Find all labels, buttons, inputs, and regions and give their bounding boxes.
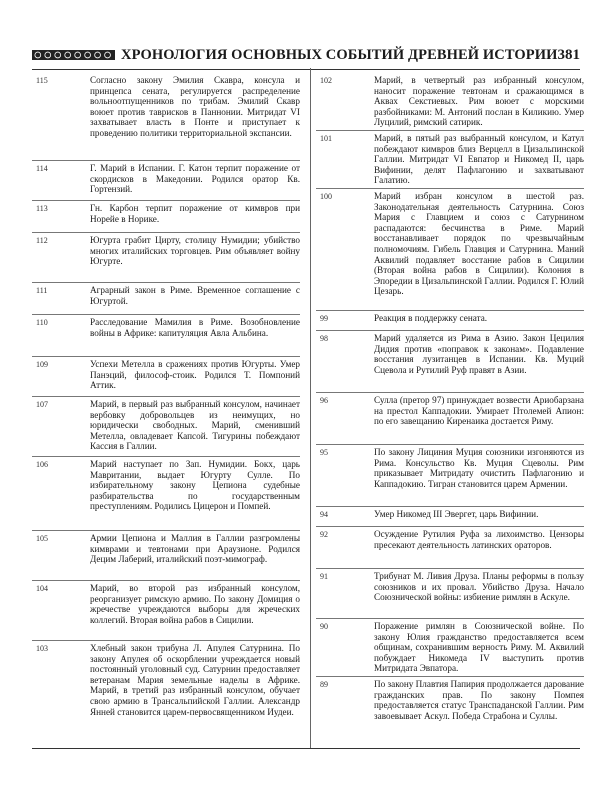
chronology-entry — [32, 397, 300, 457]
entry-text: Согласно закону Эмилия Скавра, консула и принцепса сената, регулируется распределение вольноотпущенников по трибам. Эмилий Скавр воюет против таврисков в Паннонии. Митридат VI захватывает власть в Понте и приступает к проведению политики территориальной экспансии. — [90, 75, 300, 138]
chronology-entry — [316, 619, 584, 677]
chronology-entry — [32, 283, 300, 315]
chronology-entry — [316, 527, 584, 569]
right-column — [316, 73, 584, 747]
chronology-entry — [32, 457, 300, 531]
entry-text: Аграрный закон в Риме. Временное соглашение с Югуртой. — [90, 285, 300, 306]
chronology-entry — [32, 201, 300, 233]
entry-year: 89 — [320, 680, 328, 689]
entry-text: Марий избран консулом в шестой раз. Законодательная деятельность Сатурнина. Союз Мария с Главцием и союз с Сатурнином распадаются: бесчинства в Риме. Марий восстанавливает порядок по чрезвычайным полномочиям. Гибель Главция и Сатурнина. Маний Аквилий подавляет восстание рабов в Сицилии (Вторая война рабов в Сицилии). Колония в Эпоредии в Цизальпинской Галлии. Родился Г. Юлий Цезарь. — [374, 191, 584, 297]
entry-text: Гн. Карбон терпит поражение от кимвров при Норейе в Норике. — [90, 203, 300, 224]
entry-year: 100 — [320, 192, 332, 201]
entry-year: 115 — [36, 76, 48, 85]
entry-text: Успехи Метелла в сражениях против Югурты. Умер Панэций, философ-стоик. Родился Т. Помпоний Аттик. — [90, 359, 300, 391]
entry-text: Поражение римлян в Союзнической войне. По закону Юлия гражданство предоставляется всем общинам, сохранившим верность Риму. М. Аквилий побуждает Никомеда IV выступить против Митридата Эвпатора. — [374, 621, 584, 674]
entry-text: Марий, в четвертый раз избранный консулом, наносит поражение тевтонам и сражающимся в Аквах Секстиевых. Рим воюет с морскими разбойниками: М. Антоний послан в Киликию. Умер Луцилий, римский сатирик. — [374, 75, 584, 128]
entry-text: Расследование Мамилия в Риме. Возобновление войны в Африке: капитуляция Авла Альбина. — [90, 317, 300, 338]
chronology-entry — [316, 73, 584, 131]
entry-year: 98 — [320, 334, 328, 343]
entry-text: Югурта грабит Цирту, столицу Нумидии; убийство многих италийских торговцев. Рим объявляет войну Югурте. — [90, 235, 300, 267]
chronology-entry — [316, 445, 584, 507]
chronology-entry — [32, 641, 300, 743]
entry-text: Г. Марий в Испании. Г. Катон терпит поражение от скордисков в Македонии. Родился оратор Кв. Гортензий. — [90, 163, 300, 195]
chronology-entry — [32, 161, 300, 201]
entry-year: 104 — [36, 584, 48, 593]
entry-text: Марий удаляется из Рима в Азию. Закон Цецилия Дидия против «поправок к законам». Подавление восстания лузитанцев в Испании. Кв. Муций Сцевола и Рутилий Руф правят в Азии. — [374, 333, 584, 375]
page-title: ХРОНОЛОГИЯ ОСНОВНЫХ СОБЫТИЙ ДРЕВНЕЙ ИСТОРИИ — [121, 46, 558, 63]
entry-year: 107 — [36, 400, 48, 409]
entry-year: 113 — [36, 204, 48, 213]
entry-year: 94 — [320, 510, 328, 519]
chronology-entry — [316, 677, 584, 747]
page-number: 381 — [557, 46, 580, 63]
chronology-entry — [316, 131, 584, 189]
entry-year: 90 — [320, 622, 328, 631]
chronology-entry — [316, 311, 584, 331]
entry-text: По закону Лициния Муция союзники изгоняются из Рима. Консульство Кв. Муция Сцеволы. Рим приказывает Митридату очистить Пафлагонию и Каппадокию. Тигран становится царем Армении. — [374, 447, 584, 489]
entry-text: Марий, во второй раз избранный консулом, реорганизует римскую армию. По закону Домиция о жречестве учреждаются выборы для жреческих коллегий. Вторая война рабов в Сицилии. — [90, 583, 300, 625]
entry-year: 101 — [320, 134, 332, 143]
chronology-entry — [316, 331, 584, 393]
entry-text: Реакция в поддержку сената. — [374, 313, 488, 323]
entry-year: 92 — [320, 530, 328, 539]
ornament-icon — [32, 49, 115, 61]
chronology-entry — [32, 233, 300, 283]
column-divider — [310, 68, 311, 748]
chronology-entry — [32, 531, 300, 581]
entry-year: 111 — [36, 286, 48, 295]
entry-year: 95 — [320, 448, 328, 457]
chronology-entry — [32, 357, 300, 397]
entry-text: Трибунат М. Ливия Друза. Планы реформы в пользу союзников и их провал. Убийство Друза. Начало Союзнической войны: избиение римлян в Аскуле. — [374, 571, 584, 603]
chronology-entry — [316, 569, 584, 619]
entry-text: По закону Плавтия Папирия продолжается дарование гражданских прав. По закону Помпея предоставляется статус Транспаданской Галлии. Рим завоевывает Аскул. Победа Страбона и Суллы. — [374, 679, 584, 721]
chronology-entry — [316, 189, 584, 311]
entry-text: Осуждение Рутилия Руфа за лихоимство. Цензоры пресекают деятельность латинских ораторов. — [374, 529, 584, 550]
entry-text: Марий наступает по Зап. Нумидии. Бокх, царь Мавритании, выдает Югурту Сулле. По избирательному закону Цепиона судебные разбирательства по государственным преступлениям. Родились Цицерон и Помпей. — [90, 459, 300, 512]
entry-year: 114 — [36, 164, 48, 173]
chronology-entry — [32, 73, 300, 161]
entry-year: 106 — [36, 460, 48, 469]
footer-rule — [32, 748, 580, 749]
entry-text: Хлебный закон трибуна Л. Апулея Сатурнина. По закону Апулея об оскорблении учреждается новый постоянный уголовный суд. Сатурнин предоставляет ветеранам Мария земельные наделы в Африке. Марий, в третий раз избранный консулом, обучает свою армию в Трансальпийской Галлии. Александр Янней становится царем-первосвященником Иудеи. — [90, 643, 300, 717]
entry-text: Марий, в пятый раз выбранный консулом, и Катул побеждают кимвров близ Верцелл в Цизальпинской Галлии. Митридат VI Евпатор и Никомед II, царь Вифинии, делят Пафлагонию и захватывают Галатию. — [374, 133, 584, 186]
entry-text: Умер Никомед III Эвергет, царь Вифинии. — [374, 509, 539, 519]
entry-year: 110 — [36, 318, 48, 327]
left-column — [32, 73, 300, 743]
entry-year: 96 — [320, 396, 328, 405]
chronology-entry — [316, 507, 584, 527]
entry-year: 109 — [36, 360, 48, 369]
entry-year: 99 — [320, 314, 328, 323]
chronology-entry — [32, 581, 300, 641]
entry-year: 105 — [36, 534, 48, 543]
header-rule — [32, 69, 580, 70]
chronology-entry — [32, 315, 300, 357]
entry-text: Армии Цепиона и Маллия в Галлии разгромлены кимврами и тевтонами при Араузионе. Родился Децим Лаберий, италийский поэт-мимограф. — [90, 533, 300, 565]
entry-text: Сулла (претор 97) принуждает возвести Ариобарзана на престол Каппадокии. Умирает Птолемей Апион: по его завещанию Киренаика достается Риму. — [374, 395, 584, 427]
entry-year: 91 — [320, 572, 328, 581]
entry-year: 103 — [36, 644, 48, 653]
chronology-entry — [316, 393, 584, 445]
entry-text: Марий, в первый раз выбранный консулом, начинает вербовку добровольцев из неимущих, но юридически свободных. Марий, сменивший Метелла, овладевает Капсой. Тигурины побеждают Кассия в Галлии. — [90, 399, 300, 452]
entry-year: 112 — [36, 236, 48, 245]
entry-year: 102 — [320, 76, 332, 85]
page-header — [32, 44, 580, 66]
